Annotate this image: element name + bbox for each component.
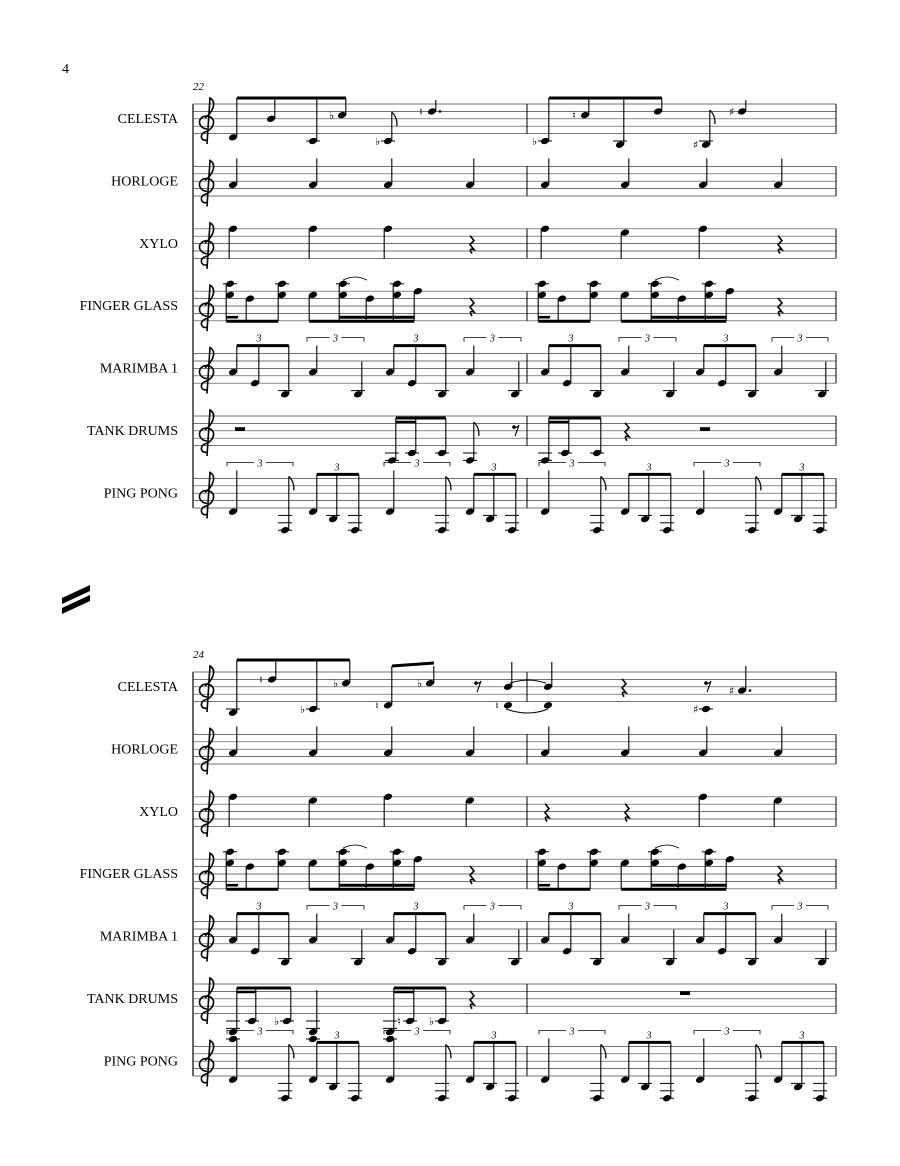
instrument-label: CELESTA — [117, 112, 178, 127]
accidental: ♭ — [300, 703, 306, 716]
instrument-label: TANK DRUMS — [86, 992, 178, 1007]
staff-2 — [111, 726, 836, 774]
treble-clef-icon — [200, 666, 214, 712]
flag — [474, 422, 479, 436]
instrument-label: TANK DRUMS — [86, 424, 178, 439]
tuplet-number: 3 — [797, 901, 803, 913]
tuplet-number: 3 — [333, 333, 338, 345]
treble-clef-icon — [200, 160, 214, 206]
measure-number: 24 — [193, 649, 204, 661]
accidental: ♭ — [274, 1015, 280, 1028]
tuplet-number: 3 — [413, 901, 419, 913]
accidental: ♮ — [495, 699, 499, 713]
staff-1 — [118, 98, 836, 152]
instrument-label: HORLOGE — [111, 174, 178, 190]
treble-clef-icon — [200, 978, 214, 1024]
slur — [655, 277, 679, 280]
tuplet-number: 3 — [799, 1030, 805, 1042]
staff-7 — [104, 458, 836, 534]
instrument-label: CELESTA — [117, 680, 178, 695]
treble-clef-icon — [200, 1040, 214, 1086]
staff-6 — [87, 410, 836, 465]
accidental: ♯ — [693, 138, 699, 152]
notehead — [503, 701, 513, 710]
tuplet-number: 3 — [490, 901, 495, 913]
staff-2 — [111, 158, 836, 206]
half-rest — [700, 427, 710, 431]
treble-clef-icon — [200, 410, 214, 456]
tuplet-number: 3 — [723, 901, 729, 913]
dot — [749, 689, 752, 692]
whole-rest — [680, 991, 690, 995]
tuplet-number: 3 — [797, 333, 803, 345]
accidental: ♭ — [532, 135, 538, 148]
system-1 — [80, 81, 836, 534]
treble-clef-icon — [200, 285, 214, 331]
system-2 — [80, 649, 836, 1102]
tuplet-number: 3 — [724, 1026, 730, 1038]
page-number: 4 — [62, 62, 69, 77]
accidental: ♮ — [397, 1015, 401, 1028]
accidental: ♭ — [417, 677, 423, 691]
treble-clef-icon — [200, 916, 214, 962]
accidental: ♮ — [259, 673, 263, 687]
dot — [439, 110, 442, 113]
accidental: ♭ — [429, 1015, 435, 1028]
tuplet-number: 3 — [491, 462, 497, 474]
staff-5 — [100, 334, 836, 399]
accidental: ♯ — [693, 703, 699, 716]
tuplet-number: 3 — [256, 333, 262, 345]
staff-1 — [118, 660, 836, 717]
instrument-label: XYLO — [139, 804, 178, 820]
tuplet-number: 3 — [333, 901, 338, 913]
accidental: ♭ — [329, 109, 335, 123]
tuplet-number: 3 — [334, 462, 340, 474]
tuplet-number: 3 — [257, 458, 263, 470]
tuplet-number: 3 — [334, 1030, 340, 1042]
treble-clef-icon — [200, 728, 214, 774]
treble-clef-icon — [200, 472, 214, 518]
tuplet-number: 3 — [569, 1026, 575, 1038]
tuplet-number: 3 — [568, 901, 574, 913]
staff-5 — [100, 902, 836, 967]
half-rest — [235, 427, 245, 431]
tuplet-number: 3 — [569, 458, 575, 470]
accidental: ♯ — [729, 684, 735, 698]
beam — [392, 663, 434, 666]
tuplet-number: 3 — [257, 1026, 263, 1038]
accidental: ♭ — [333, 677, 339, 691]
treble-clef-icon — [200, 791, 214, 837]
tuplet-number: 3 — [413, 333, 419, 345]
tuplet-number: 3 — [645, 901, 650, 913]
instrument-label: FINGER GLASS — [79, 299, 178, 315]
instrument-label: XYLO — [139, 236, 178, 252]
treble-clef-icon — [200, 853, 214, 899]
tuplet-number: 3 — [724, 458, 730, 470]
instrument-label: PING PONG — [103, 1054, 178, 1070]
tuplet-number: 3 — [723, 333, 729, 345]
tie — [506, 709, 548, 713]
staff-3 — [139, 223, 836, 269]
instrument-label: PING PONG — [103, 486, 178, 502]
instrument-label: MARIMBA 1 — [99, 361, 178, 377]
notehead — [543, 701, 553, 710]
slur — [655, 845, 679, 848]
tuplet-number: 3 — [414, 1026, 420, 1038]
tuplet-number: 3 — [799, 462, 805, 474]
slur — [343, 845, 367, 848]
treble-clef-icon — [200, 348, 214, 394]
accidental: ♮ — [375, 699, 379, 713]
instrument-label: HORLOGE — [111, 742, 178, 758]
measure-number: 22 — [193, 81, 204, 93]
staff-7 — [104, 1026, 836, 1102]
accidental: ♮ — [572, 109, 576, 123]
tuplet-number: 3 — [646, 462, 652, 474]
flag — [710, 110, 715, 124]
tie — [510, 680, 546, 683]
tuplet-number: 3 — [645, 333, 650, 345]
tuplet-number: 3 — [490, 333, 495, 345]
staff-3 — [139, 791, 836, 837]
instrument-label: FINGER GLASS — [79, 867, 178, 883]
tuplet-number: 3 — [568, 333, 574, 345]
tuplet-number: 3 — [414, 458, 420, 470]
slur — [343, 277, 367, 280]
tuplet-number: 3 — [256, 901, 262, 913]
tuplet-number: 3 — [491, 1030, 497, 1042]
tuplet-number: 3 — [646, 1030, 652, 1042]
system-separator-icon — [62, 585, 90, 614]
accidental: ♮ — [419, 105, 423, 119]
treble-clef-icon — [200, 98, 214, 144]
accidental: ♭ — [375, 135, 381, 148]
treble-clef-icon — [200, 223, 214, 269]
accidental: ♯ — [729, 105, 735, 119]
instrument-label: MARIMBA 1 — [99, 929, 178, 945]
